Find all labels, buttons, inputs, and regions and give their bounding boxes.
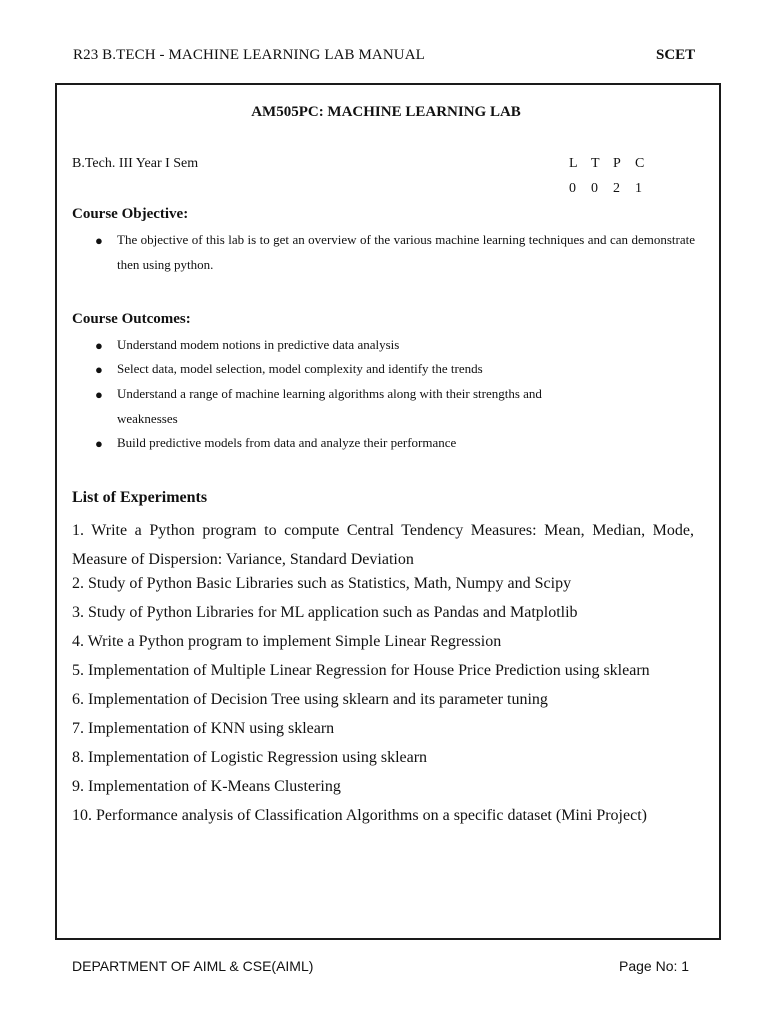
ltpc-value-c: 1 [635,181,642,196]
experiment-item: 4. Write a Python program to implement Simple Linear Regression [72,633,502,650]
bullet-icon: ● [95,338,103,353]
experiment-item: 8. Implementation of Logistic Regression using sklearn [72,749,428,766]
experiment-item: 10. Performance analysis of Classification Algorithms on a specific dataset (Mini Project) [72,807,647,824]
bullet-icon: ● [95,387,103,402]
ltpc-label-p: P [613,156,621,171]
page-header-title: R23 B.TECH - MACHINE LEARNING LAB MANUAL [73,47,425,63]
objective-item: The objective of this lab is to get an overview of the various machine learning techniques and can demonstrate then using python. [117,232,695,272]
experiments-heading: List of Experiments [72,489,208,506]
experiment-item: 1. Write a Python program to compute Central Tendency Measures: Mean, Median, Mode, Measure of Dispersion: Variance, Standard Deviation [72,522,694,568]
bullet-icon: ● [95,436,103,451]
ltpc-value-p: 2 [613,181,620,196]
experiment-item: 7. Implementation of KNN using sklearn [72,720,335,737]
outcomes-heading: Course Outcomes: [72,311,191,327]
experiment-item: 2. Study of Python Basic Libraries such as Statistics, Math, Numpy and Scipy [72,575,572,592]
footer-department: DEPARTMENT OF AIML & CSE(AIML) [72,958,314,974]
ltpc-label-c: C [635,156,645,171]
ltpc-value-t: 0 [591,181,598,196]
experiment-item: 9. Implementation of K-Means Clustering [72,778,341,795]
course-title: AM505PC: MACHINE LEARNING LAB [251,104,521,120]
experiment-item: 5. Implementation of Multiple Linear Regression for House Price Prediction using sklearn [72,662,650,679]
semester-label: B.Tech. III Year I Sem [72,156,199,171]
outcome-item: Understand a range of machine learning algorithms along with their strengths and weaknesses [117,386,542,426]
ltpc-values [569,181,657,197]
outcome-item: Select data, model selection, model complexity and identify the trends [117,361,483,376]
ltpc-labels [569,156,657,172]
bullet-icon: ● [95,233,103,248]
ltpc-label-l: L [569,156,578,171]
ltpc-value-l: 0 [569,181,576,196]
outcome-item: Understand modem notions in predictive data analysis [117,337,400,352]
objective-heading: Course Objective: [72,206,189,222]
ltpc-label-t: T [591,156,600,171]
bullet-icon: ● [95,362,103,377]
experiment-item: 6. Implementation of Decision Tree using sklearn and its parameter tuning [72,691,548,708]
experiment-item: 3. Study of Python Libraries for ML application such as Pandas and Matplotlib [72,604,578,621]
footer-page-number: Page No: 1 [619,958,690,974]
page-header-college: SCET [656,47,696,63]
outcome-item: Build predictive models from data and analyze their performance [117,435,457,450]
